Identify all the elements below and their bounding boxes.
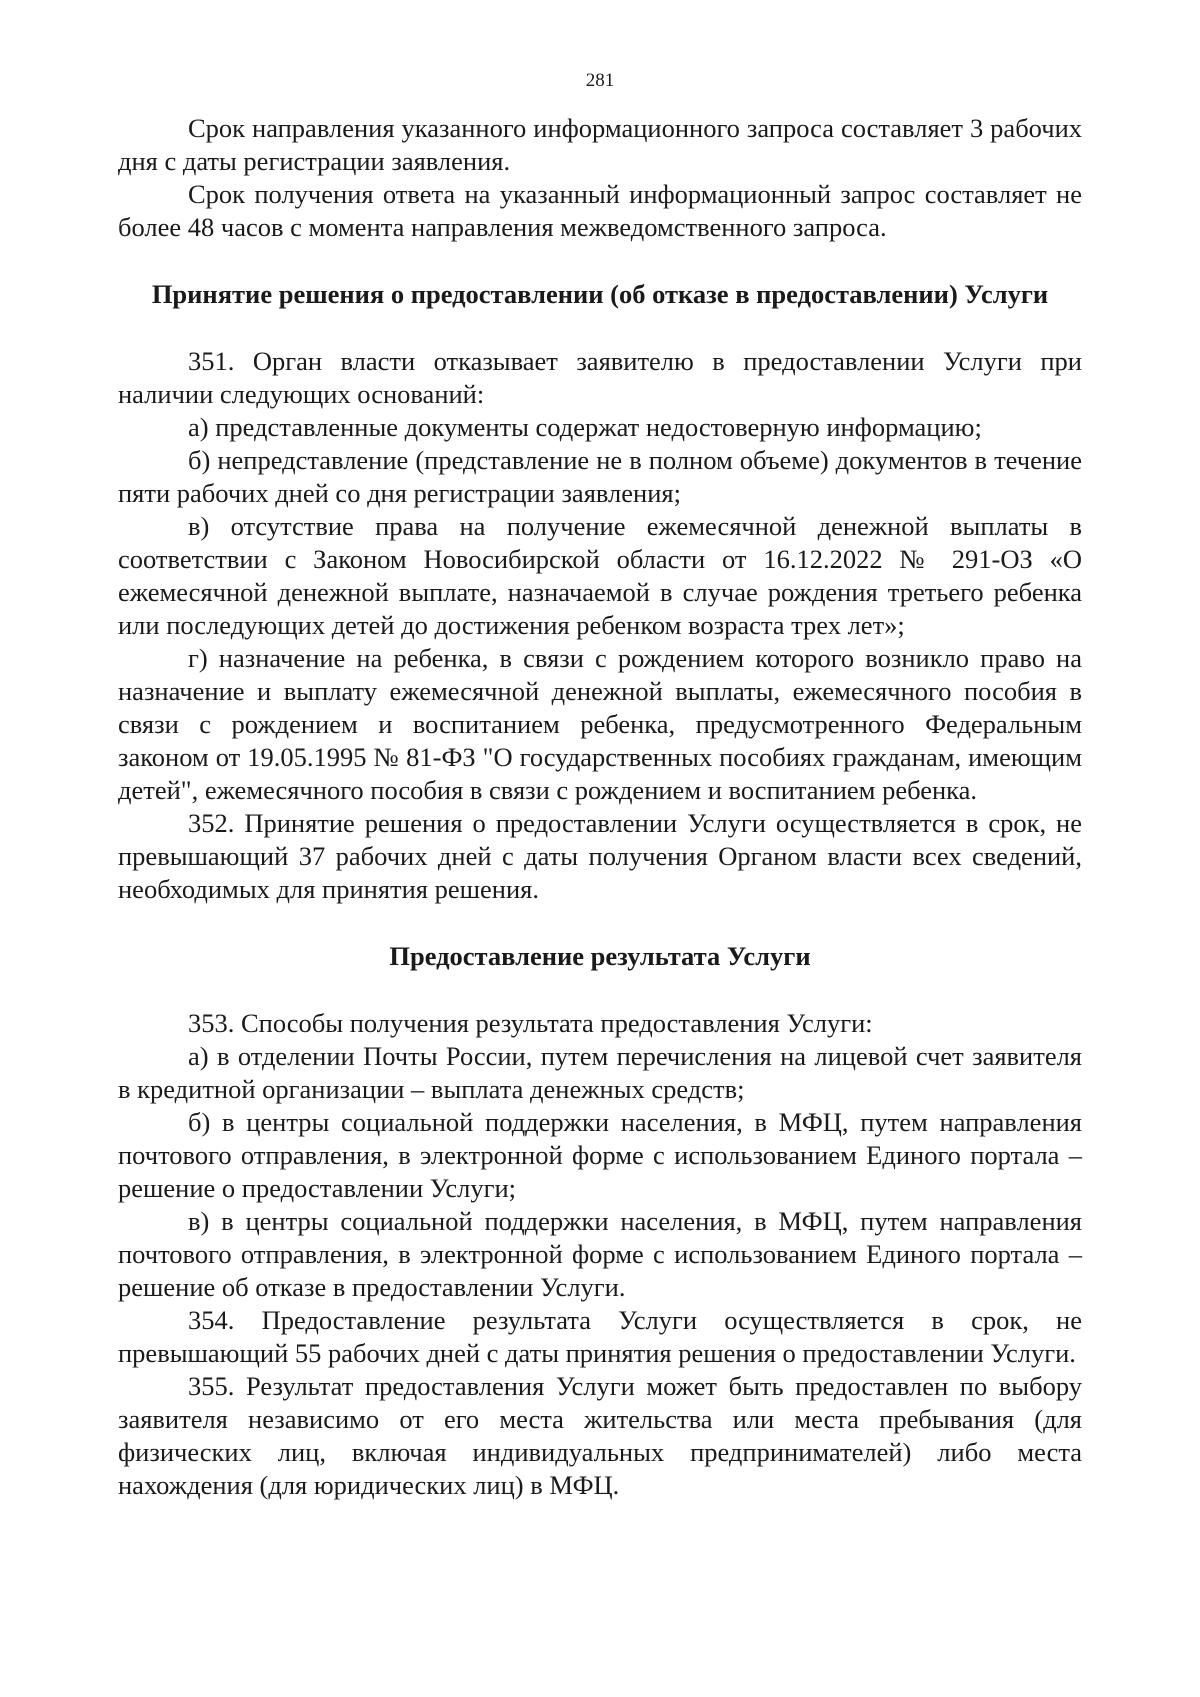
section-heading-decision: Принятие решения о предоставлении (об отказе в предоставлении) Услуги [151, 279, 1049, 309]
paragraph-351-a: а) представленные документы содержат недостоверную информацию; [188, 412, 982, 442]
paragraph-request-deadline: Срок направления указанного информационного запроса составляет 3 рабочих дня с даты регистрации заявления. [118, 113, 1082, 176]
paragraph-353-b: б) в центры социальной поддержки населения, в МФЦ, путем направления почтового отправления, в электронной форме с использованием Единого портала – решение о предоставлении Услуги; [118, 1107, 1082, 1203]
paragraph-351-g: г) назначение на ребенка, в связи с рождением которого возникло право на назначение и выплату ежемесячной денежной выплаты, ежемесячного пособия в связи с рождением и воспитанием ребенка, предусмотренного Федеральным законом от 19.05.1995 № 81-ФЗ "О государственных пособиях гражданам, имеющим детей", ежемесячного пособия в связи с рождением и воспитанием ребенка. [118, 643, 1082, 805]
paragraph-351-v: в) отсутствие права на получение ежемесячной денежной выплаты в соответствии с Законом Новосибирской области от 16.12.2022 № 291-ОЗ «О ежемесячной денежной выплате, назначаемой в случае рождения третьего ребенка или последующих детей до достижения ребенком возраста трех лет»; [118, 511, 1082, 640]
paragraph-353-v: в) в центры социальной поддержки населения, в МФЦ, путем направления почтового отправления, в электронной форме с использованием Единого портала – решение об отказе в предоставлении Услуги. [118, 1206, 1082, 1302]
section-heading-result: Предоставление результата Услуги [389, 941, 811, 971]
page-number: 281 [585, 70, 615, 91]
paragraph-351: 351. Орган власти отказывает заявителю в предоставлении Услуги при наличии следующих оснований: [118, 346, 1082, 409]
paragraph-352: 352. Принятие решения о предоставлении Услуги осуществляется в срок, не превышающий 37 рабочих дней с даты получения Органом власти всех сведений, необходимых для принятия решения. [118, 808, 1082, 904]
document-body [118, 112, 1082, 1502]
paragraph-351-b: б) непредставление (представление не в полном объеме) документов в течение пяти рабочих дней со дня регистрации заявления; [118, 445, 1082, 508]
paragraph-354: 354. Предоставление результата Услуги осуществляется в срок, не превышающий 55 рабочих дней с даты принятия решения о предоставлении Услуги. [118, 1305, 1082, 1368]
paragraph-355: 355. Результат предоставления Услуги может быть предоставлен по выбору заявителя независимо от его места жительства или места пребывания (для физических лиц, включая индивидуальных предпринимателей) либо места нахождения (для юридических лиц) в МФЦ. [118, 1371, 1082, 1500]
paragraph-response-deadline: Срок получения ответа на указанный информационный запрос составляет не более 48 часов с момента направления межведомственного запроса. [118, 179, 1082, 242]
paragraph-353-a: а) в отделении Почты России, путем перечисления на лицевой счет заявителя в кредитной организации – выплата денежных средств; [118, 1041, 1082, 1104]
paragraph-353: 353. Способы получения результата предоставления Услуги: [188, 1008, 873, 1038]
